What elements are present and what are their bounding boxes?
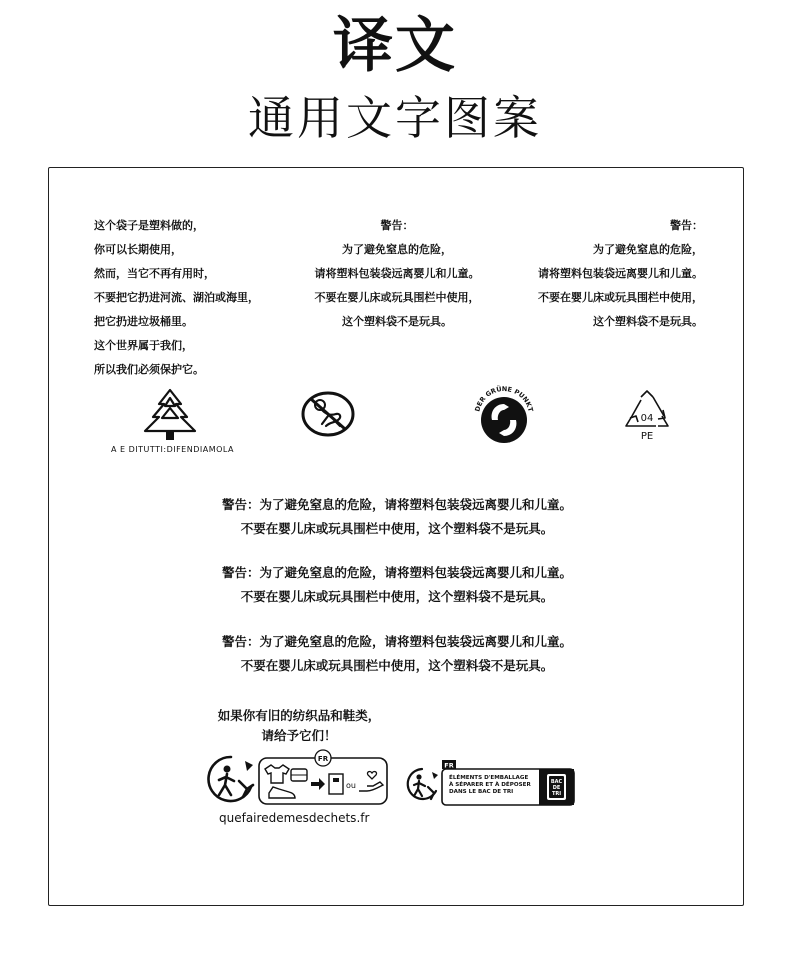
text-line: 这个袋子是塑料做的， — [94, 219, 204, 232]
bin-label: BAC — [550, 779, 563, 785]
warning-block-3 — [49, 630, 745, 678]
tree-icon — [135, 386, 205, 442]
green-dot-icon — [469, 382, 539, 446]
text-line: 不要把它扔进河流、湖泊或海里， — [94, 291, 259, 304]
website-link-text: quefairedemesdechets.fr — [219, 811, 370, 825]
text-line: 然而，当它不再有用时， — [94, 267, 215, 280]
warning-line: 不要在婴儿床或玩具围栏中使用，这个塑料袋不是玩具。 — [240, 658, 554, 673]
page-subtitle: 通用文字图案 — [248, 91, 542, 145]
text-line: 这个塑料袋不是玩具。 — [593, 315, 703, 328]
recycle-pe-icon — [622, 388, 672, 442]
text-line: 为了避免窒息的危险， — [342, 243, 452, 256]
ou-label: ou — [346, 781, 356, 790]
textile-line: 如果你有旧的纺织品和鞋类， — [217, 708, 381, 723]
packaging-line: ÉLÉMENTS D'EMBALLAGE — [449, 775, 529, 781]
text-line: 请将塑料包装袋远离婴儿和儿童。 — [538, 267, 703, 280]
bin-label: DE — [552, 785, 561, 791]
text-line: 所以我们必须保护它。 — [94, 363, 204, 376]
warning-line: 警告：为了避免窒息的危险，请将塑料包装袋远离婴儿和儿童。 — [221, 565, 572, 580]
bin-label: TRI — [551, 791, 562, 797]
triman-textile-icon — [203, 749, 395, 809]
recycle-material: PE — [640, 431, 654, 442]
packaging-line: DANS LE BAC DE TRI — [449, 789, 514, 795]
text-line: 把它扔进垃圾桶里。 — [94, 315, 193, 328]
fr-badge: FR — [317, 755, 329, 763]
text-line: 不要在婴儿床或玩具围栏中使用， — [538, 291, 703, 304]
textile-notice — [199, 706, 399, 746]
triman-packaging-icon — [404, 757, 579, 809]
page-title: 译文 — [333, 11, 457, 81]
warning-line: 警告：为了避免窒息的危险，请将塑料包装袋远离婴儿和儿童。 — [221, 634, 572, 649]
text-line: 你可以长期使用， — [94, 243, 182, 256]
translation-panel — [48, 167, 744, 906]
tree-caption: A E DITUTTI:DIFENDIAMOLA — [111, 445, 235, 454]
text-line: 不要在婴儿床或玩具围栏中使用， — [314, 291, 480, 304]
warning-line: 不要在婴儿床或玩具围栏中使用，这个塑料袋不是玩具。 — [240, 589, 554, 604]
text-line: 警告： — [380, 219, 414, 232]
text-line: 这个塑料袋不是玩具。 — [342, 315, 452, 328]
recycle-code: 04 — [640, 413, 654, 424]
text-line: 这个世界属于我们， — [94, 339, 193, 352]
green-dot-label: DER GRÜNE PUNKT — [473, 384, 535, 413]
warning-line: 警告：为了避免窒息的危险，请将塑料包装袋远离婴儿和儿童。 — [221, 497, 572, 512]
warning-block-2 — [49, 561, 745, 609]
warning-line: 不要在婴儿床或玩具围栏中使用，这个塑料袋不是玩具。 — [240, 521, 554, 536]
text-line: 为了避免窒息的危险， — [593, 243, 703, 256]
textile-line: 请给予它们！ — [261, 728, 337, 743]
fr-badge-2: FR — [444, 761, 454, 770]
text-line: 警告： — [670, 219, 703, 232]
text-line: 请将塑料包装袋远离婴儿和儿童。 — [314, 267, 480, 280]
warning-text-column-right — [538, 214, 703, 334]
no-baby-icon — [300, 390, 356, 438]
environment-text-column — [94, 214, 259, 382]
warning-text-column-center — [297, 214, 497, 334]
warning-block-1 — [49, 493, 745, 541]
packaging-line: À SÉPARER ET À DÉPOSER — [449, 782, 531, 788]
